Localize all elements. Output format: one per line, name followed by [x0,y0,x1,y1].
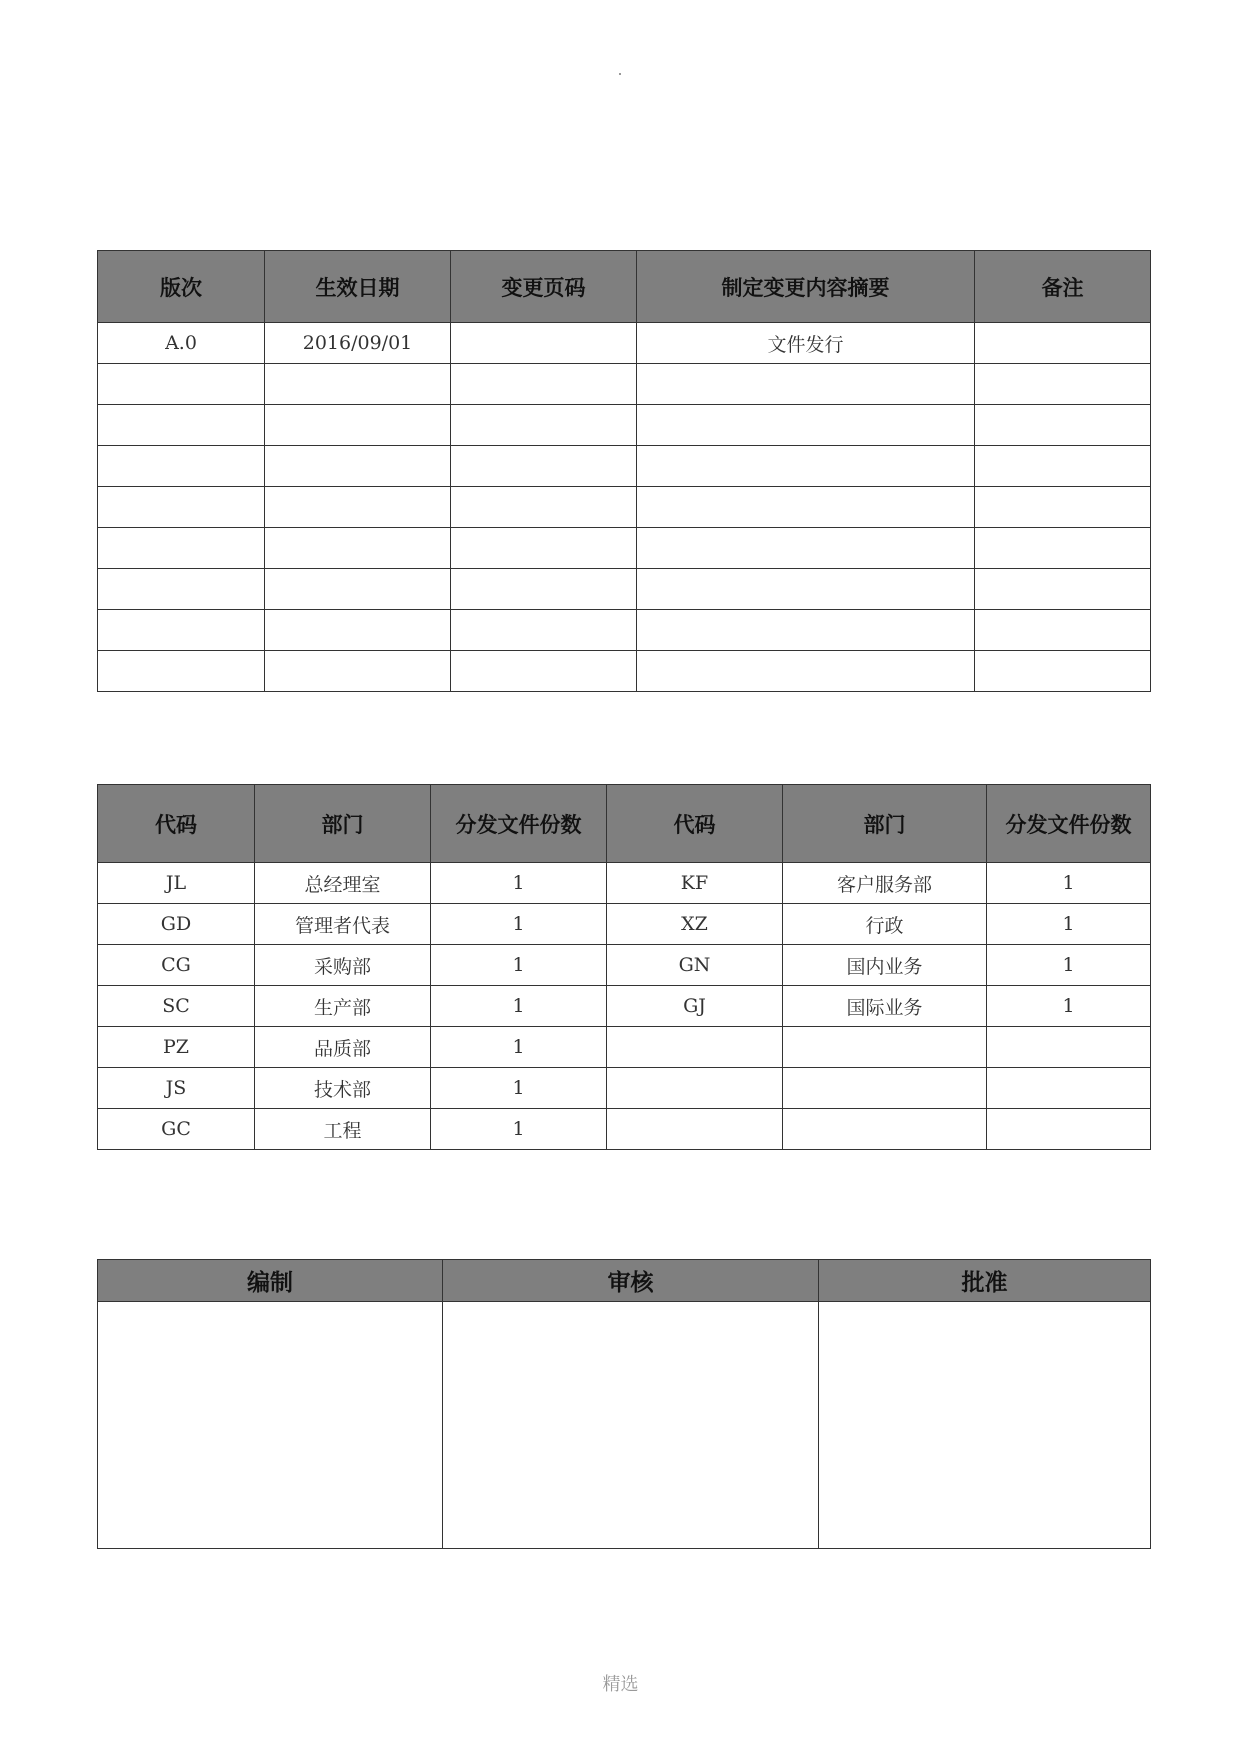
header-department: 部门 [255,785,431,863]
table-cell [783,1027,987,1068]
table-cell [987,1027,1151,1068]
table-cell [98,569,265,610]
table-cell [265,446,451,487]
table-row [98,405,1151,446]
header-code: 代码 [607,785,783,863]
table-cell: GN [607,945,783,986]
table-cell [98,528,265,569]
table-cell: 1 [431,1027,607,1068]
table-row [98,569,1151,610]
table-cell: 工程 [255,1109,431,1150]
table-cell [987,1109,1151,1150]
table-cell [265,610,451,651]
table-row [98,904,1151,945]
table-cell [451,405,637,446]
table-cell: 1 [431,986,607,1027]
table-row [98,323,1151,364]
table-cell: 行政 [783,904,987,945]
distribution-table [97,784,1151,1150]
table-cell [451,364,637,405]
table-cell [637,364,975,405]
table-cell [98,610,265,651]
table-cell [98,651,265,692]
table-cell [783,1109,987,1150]
table-cell [975,487,1151,528]
table-row [98,863,1151,904]
table-cell [265,364,451,405]
approval-header-row [98,1260,1151,1302]
table-cell: KF [607,863,783,904]
table-cell: 1 [431,904,607,945]
table-cell: JL [98,863,255,904]
table-cell [451,651,637,692]
table-cell [98,405,265,446]
table-cell [451,323,637,364]
distribution-header-row [98,785,1151,863]
table-row [98,364,1151,405]
table-row [98,528,1151,569]
table-cell [637,610,975,651]
table-cell [265,487,451,528]
header-reviewed-by: 审核 [443,1260,819,1302]
revision-history-table [97,250,1151,692]
header-code: 代码 [98,785,255,863]
table-row [98,945,1151,986]
table-cell [975,364,1151,405]
header-department: 部门 [783,785,987,863]
table-cell: XZ [607,904,783,945]
table-cell [451,569,637,610]
table-cell [975,610,1151,651]
table-cell: 客户服务部 [783,863,987,904]
table-cell: GJ [607,986,783,1027]
header-approved-by: 批准 [819,1260,1151,1302]
table-cell: A.0 [98,323,265,364]
table-cell: 技术部 [255,1068,431,1109]
table-cell [637,569,975,610]
table-cell: 国际业务 [783,986,987,1027]
table-row [98,986,1151,1027]
table-cell: CG [98,945,255,986]
table-cell [98,487,265,528]
table-cell: 1 [987,986,1151,1027]
table-cell [265,528,451,569]
table-row [98,487,1151,528]
header-change-summary: 制定变更内容摘要 [637,251,975,323]
header-version: 版次 [98,251,265,323]
table-cell [637,446,975,487]
table-cell [637,528,975,569]
table-cell [607,1027,783,1068]
table-cell [607,1109,783,1150]
page-dot [619,73,621,75]
signature-box-prepared [98,1302,443,1549]
table-cell [637,487,975,528]
table-cell: 1 [431,1109,607,1150]
revision-header-row [98,251,1151,323]
table-cell: JS [98,1068,255,1109]
table-cell [975,528,1151,569]
table-row [98,1027,1151,1068]
table-cell: 文件发行 [637,323,975,364]
header-copies: 分发文件份数 [431,785,607,863]
table-cell [98,364,265,405]
table-cell [451,528,637,569]
table-cell: 品质部 [255,1027,431,1068]
footer-label: 精选 [602,1674,639,1695]
table-cell: 采购部 [255,945,431,986]
table-cell [607,1068,783,1109]
table-cell [975,651,1151,692]
table-cell [451,487,637,528]
table-cell [265,405,451,446]
table-cell: 管理者代表 [255,904,431,945]
table-cell [975,446,1151,487]
signature-box-approved [819,1302,1151,1549]
table-cell [265,569,451,610]
header-prepared-by: 编制 [98,1260,443,1302]
table-row [98,1068,1151,1109]
table-cell [975,405,1151,446]
table-cell: GC [98,1109,255,1150]
table-cell [265,651,451,692]
table-row [98,651,1151,692]
table-cell: GD [98,904,255,945]
table-cell [451,610,637,651]
approval-signature-table [97,1259,1151,1549]
table-cell [987,1068,1151,1109]
header-changed-pages: 变更页码 [451,251,637,323]
table-cell: 1 [987,904,1151,945]
table-cell: SC [98,986,255,1027]
header-effective-date: 生效日期 [265,251,451,323]
table-cell: 2016/09/01 [265,323,451,364]
signature-box-reviewed [443,1302,819,1549]
header-remarks: 备注 [975,251,1151,323]
table-cell: 1 [431,863,607,904]
table-cell [637,405,975,446]
table-row [98,1109,1151,1150]
table-cell: 1 [987,945,1151,986]
table-row [98,610,1151,651]
table-cell: 1 [987,863,1151,904]
table-cell: 生产部 [255,986,431,1027]
header-copies: 分发文件份数 [987,785,1151,863]
table-cell [637,651,975,692]
table-row [98,446,1151,487]
table-cell: 1 [431,1068,607,1109]
table-cell [975,569,1151,610]
table-cell: 1 [431,945,607,986]
table-cell: PZ [98,1027,255,1068]
table-cell [98,446,265,487]
table-cell: 国内业务 [783,945,987,986]
table-cell [783,1068,987,1109]
table-cell [975,323,1151,364]
table-cell [451,446,637,487]
signature-row [98,1302,1151,1549]
table-cell: 总经理室 [255,863,431,904]
